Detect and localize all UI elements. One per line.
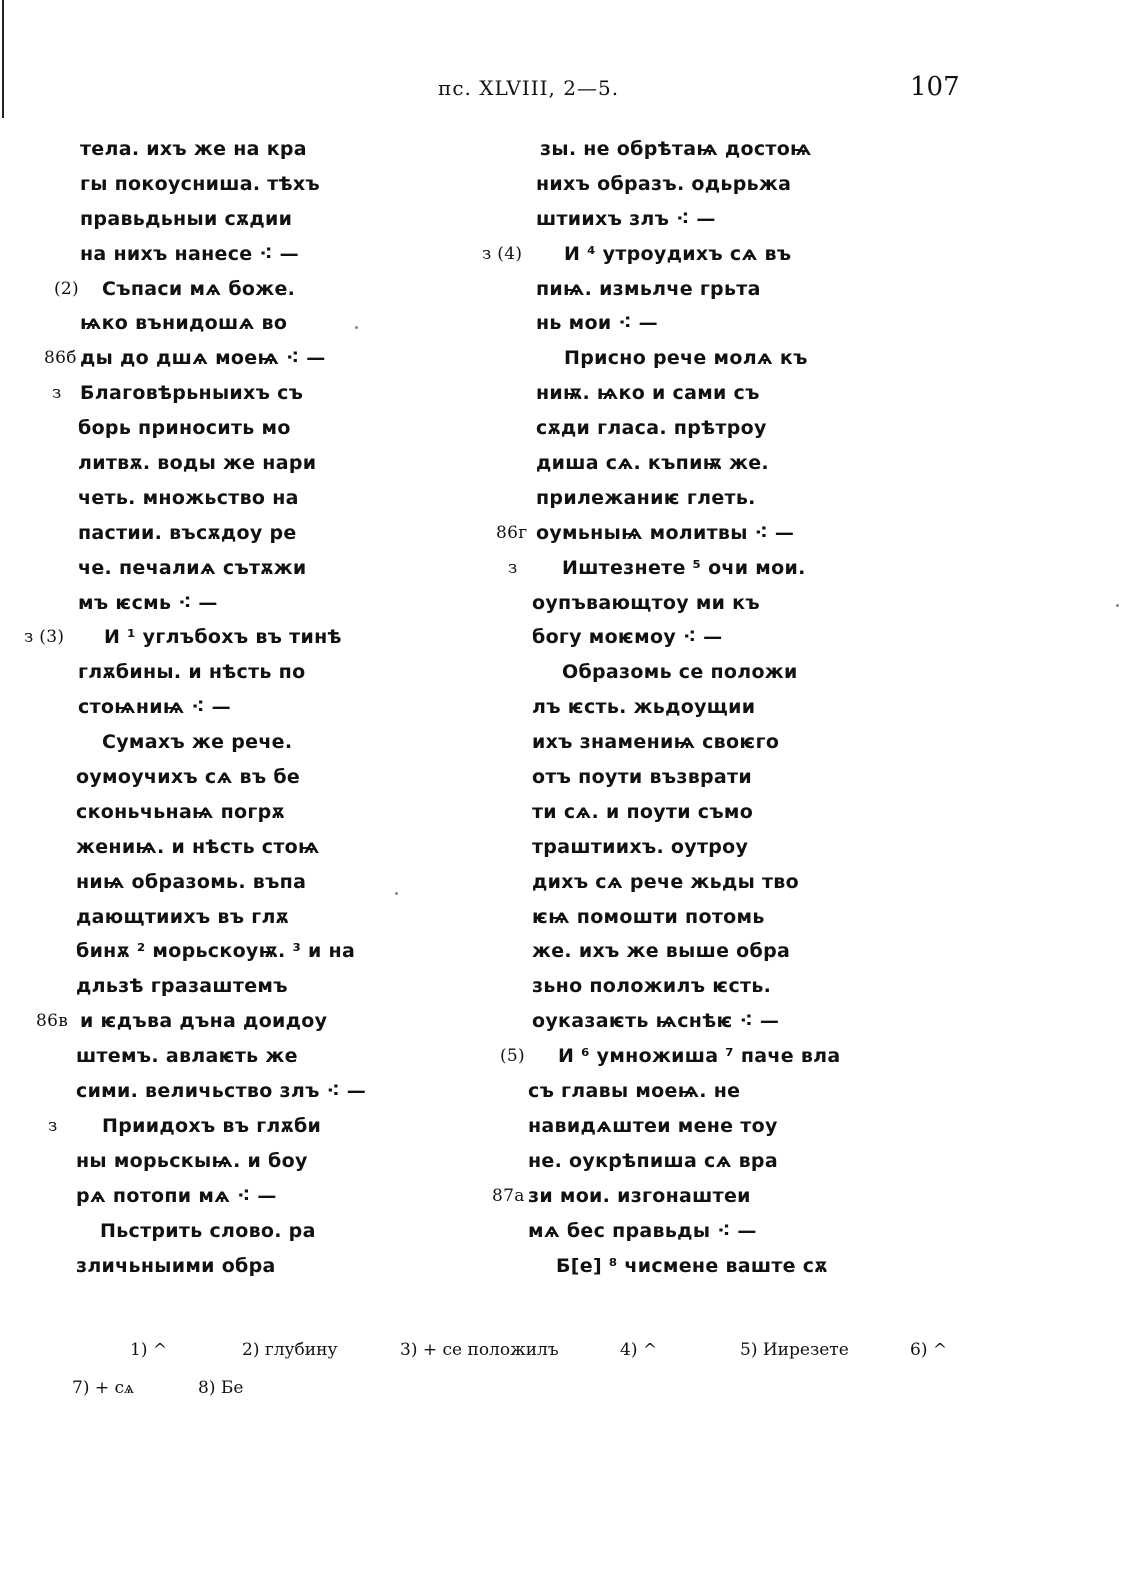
text-line xyxy=(22,830,442,865)
line-text: диша сѧ. къпиѭ же. xyxy=(536,452,769,475)
line-text: Образомь се положи xyxy=(562,661,798,684)
line-text: гы покоусниша. тѣхъ xyxy=(80,172,320,195)
line-marker: 86б xyxy=(44,348,77,369)
text-line xyxy=(22,1074,442,1109)
page-number: 107 xyxy=(910,72,960,102)
line-text: литвѫ. воды же нари xyxy=(78,452,317,475)
text-line xyxy=(22,620,442,655)
line-text: съ главы моеѩ. не xyxy=(528,1080,741,1103)
line-text: ихъ знамениѩ своѥго xyxy=(532,731,780,754)
text-line xyxy=(22,167,442,202)
line-text: штемъ. авлаѥть же xyxy=(76,1045,298,1068)
text-line xyxy=(22,481,442,516)
line-text: дихъ сѧ рече жьды тво xyxy=(532,870,799,893)
line-text: на нихъ нанесе ⁖ — xyxy=(80,242,299,265)
text-line xyxy=(22,865,442,900)
text-line xyxy=(22,446,442,481)
line-text: оупъвающтоу ми къ xyxy=(532,591,760,614)
text-line xyxy=(478,1214,898,1249)
line-text: И ⁶ умножиша ⁷ паче вла xyxy=(558,1045,841,1068)
line-text: же. ихъ же выше обра xyxy=(532,940,791,963)
line-text: борь приносить мо xyxy=(78,417,291,440)
text-line xyxy=(22,132,442,167)
line-marker: (2) xyxy=(54,278,79,299)
text-line xyxy=(478,237,898,272)
line-text: нь мои ⁖ — xyxy=(536,312,658,335)
line-text: отъ поути възврати xyxy=(532,766,752,789)
text-line xyxy=(478,934,898,969)
line-text: Присно рече молѧ къ xyxy=(564,347,808,370)
line-text: оумоучихъ сѧ въ бе xyxy=(76,766,301,789)
line-text: рѧ потопи мѧ ⁖ — xyxy=(76,1184,277,1207)
text-line xyxy=(478,411,898,446)
text-line xyxy=(22,376,442,411)
text-line xyxy=(478,202,898,237)
line-marker: 86г xyxy=(496,522,528,543)
text-line xyxy=(478,1004,898,1039)
footnote-6: 6) ^ xyxy=(910,1340,948,1360)
footnote-7: 7) + сѧ xyxy=(72,1378,135,1398)
text-line xyxy=(478,551,898,586)
text-line xyxy=(22,306,442,341)
line-text: пиѩ. измьлче грьта xyxy=(536,277,761,300)
text-line xyxy=(478,620,898,655)
line-text: зьно положилъ ѥсть. xyxy=(532,975,772,998)
text-line xyxy=(478,341,898,376)
line-text: оумьныѩ молитвы ⁖ — xyxy=(536,521,795,544)
line-text: мъ ѥсмь ⁖ — xyxy=(78,591,218,614)
text-line xyxy=(22,1179,442,1214)
line-text: не. оукрѣпиша сѧ вра xyxy=(528,1149,778,1172)
footnote-4: 4) ^ xyxy=(620,1340,658,1360)
text-line xyxy=(22,655,442,690)
line-text: траштиихъ. оутроу xyxy=(532,835,749,858)
line-text: ды до дшѧ моеѩ ⁖ — xyxy=(80,347,326,370)
footnote-5: 5) Иирезете xyxy=(740,1340,849,1360)
ink-speck xyxy=(395,892,398,895)
line-text: ѥѩ помошти потомь xyxy=(532,905,765,928)
line-marker: з (3) xyxy=(24,627,65,648)
line-text: Съпаси мѧ боже. xyxy=(102,277,296,300)
line-text: четь. множьство на xyxy=(78,486,299,509)
line-text: штиихъ злъ ⁖ — xyxy=(536,207,716,230)
text-line xyxy=(22,516,442,551)
line-text: лъ ѥсть. жьдоущии xyxy=(532,696,756,719)
footnote-3: 3) + се положилъ xyxy=(400,1340,559,1360)
text-line xyxy=(478,306,898,341)
running-head: пс. XLVIII, 2—5. xyxy=(438,76,620,100)
text-line xyxy=(22,272,442,307)
line-text: жениѩ. и нѣсть стоѩ xyxy=(76,835,320,858)
text-line xyxy=(478,1074,898,1109)
page-edge-line xyxy=(2,0,4,118)
text-line xyxy=(22,725,442,760)
line-marker: з xyxy=(52,383,62,404)
line-text: глѫбины. и нѣсть по xyxy=(78,661,306,684)
text-line xyxy=(22,795,442,830)
line-text: мѧ бес правьды ⁖ — xyxy=(528,1219,757,1242)
text-line xyxy=(478,272,898,307)
text-line xyxy=(478,516,898,551)
line-text: ниѭ. ѩко и сами съ xyxy=(536,382,760,405)
line-marker: 87а xyxy=(492,1185,525,1206)
line-text: Приидохъ въ глѫби xyxy=(102,1114,322,1137)
line-text: ны морьскыѩ. и боу xyxy=(76,1149,308,1172)
text-line xyxy=(478,132,898,167)
text-line xyxy=(22,1109,442,1144)
text-line xyxy=(22,202,442,237)
text-line xyxy=(22,341,442,376)
line-text: сконьчьнаѩ погрѫ xyxy=(76,800,285,823)
line-text: Благовѣрьныихъ съ xyxy=(80,382,304,405)
text-line xyxy=(478,760,898,795)
line-text: Иштезнете ⁵ очи мои. xyxy=(562,556,806,579)
text-line xyxy=(478,1039,898,1074)
line-text: тела. ихъ же на кра xyxy=(80,138,307,160)
line-text: пастии. въсѫдоу ре xyxy=(78,521,297,544)
text-line xyxy=(478,1144,898,1179)
line-marker: з xyxy=(48,1115,58,1136)
line-text: ти сѧ. и поути съмо xyxy=(532,800,754,823)
text-line xyxy=(22,1214,442,1249)
text-line xyxy=(22,1004,442,1039)
text-line xyxy=(478,481,898,516)
text-line xyxy=(478,167,898,202)
line-text: зличьныими обра xyxy=(76,1254,276,1277)
text-line xyxy=(22,900,442,935)
text-line xyxy=(478,865,898,900)
line-text: сѫди гласа. прѣтроу xyxy=(536,417,767,440)
line-text: Сумахъ же рече. xyxy=(102,731,293,754)
text-line xyxy=(22,1144,442,1179)
line-text: че. печалиѧ сътѫжи xyxy=(78,556,307,579)
text-line xyxy=(478,725,898,760)
footnote-8: 8) Бе xyxy=(198,1378,244,1398)
ink-speck xyxy=(1116,604,1119,607)
line-text: сими. величьство злъ ⁖ — xyxy=(76,1080,367,1103)
text-line xyxy=(22,586,442,621)
line-text: ниѩ образомь. въпа xyxy=(76,870,307,893)
line-text: И ¹ углъбохъ въ тинѣ xyxy=(104,626,342,649)
line-text: Б[е] ⁸ чисмене ваште сѫ xyxy=(556,1254,828,1277)
footnote-2: 2) глубину xyxy=(242,1340,338,1360)
line-text: оуказаѥть ѩснѣѥ ⁖ — xyxy=(532,1010,780,1033)
text-line xyxy=(478,969,898,1004)
right-text-column xyxy=(478,132,898,1283)
line-text: правьдьныи сѫдии xyxy=(80,207,293,230)
text-line xyxy=(478,830,898,865)
text-line xyxy=(22,237,442,272)
text-line xyxy=(478,1109,898,1144)
line-marker: (5) xyxy=(500,1046,525,1067)
line-text: прилежаниѥ глеть. xyxy=(536,486,756,509)
line-marker: з xyxy=(508,557,518,578)
text-line xyxy=(478,900,898,935)
text-line xyxy=(22,760,442,795)
text-line xyxy=(22,1249,442,1284)
text-line xyxy=(22,934,442,969)
text-line xyxy=(478,446,898,481)
line-text: навидѧштеи мене тоу xyxy=(528,1114,778,1137)
text-line xyxy=(478,1249,898,1284)
text-line xyxy=(478,1179,898,1214)
text-line xyxy=(22,1039,442,1074)
line-text: стоѩниѩ ⁖ — xyxy=(78,696,231,719)
line-marker: з (4) xyxy=(482,243,523,264)
line-text: зи мои. изгонаштеи xyxy=(528,1184,751,1207)
text-line xyxy=(478,655,898,690)
text-line xyxy=(22,690,442,725)
line-text: нихъ образъ. одьрьжа xyxy=(536,172,792,195)
text-line xyxy=(22,969,442,1004)
line-text: И ⁴ утроудихъ сѧ въ xyxy=(564,242,792,265)
text-line xyxy=(478,795,898,830)
line-text: и ѥдъва дъна доидоу xyxy=(80,1010,328,1033)
line-text: дльзѣ гразаштемъ xyxy=(76,975,288,998)
line-text: бинѫ ² морьскоуѭ. ³ и на xyxy=(76,940,356,963)
line-text: богу моѥмоу ⁖ — xyxy=(532,626,723,649)
line-marker: 86в xyxy=(36,1011,69,1032)
line-text: Пьстрить слово. ра xyxy=(100,1219,316,1242)
line-text: зы. не обрѣтаѩ достоѩ xyxy=(540,138,812,160)
text-line xyxy=(22,551,442,586)
footnote-1: 1) ^ xyxy=(130,1340,168,1360)
left-text-column xyxy=(22,132,442,1283)
text-line xyxy=(478,376,898,411)
line-text: ѩко вънидошѧ во xyxy=(80,312,288,335)
text-line xyxy=(478,586,898,621)
text-line xyxy=(478,690,898,725)
text-line xyxy=(22,411,442,446)
ink-speck xyxy=(355,326,358,329)
line-text: дающтиихъ въ глѫ xyxy=(76,905,290,928)
